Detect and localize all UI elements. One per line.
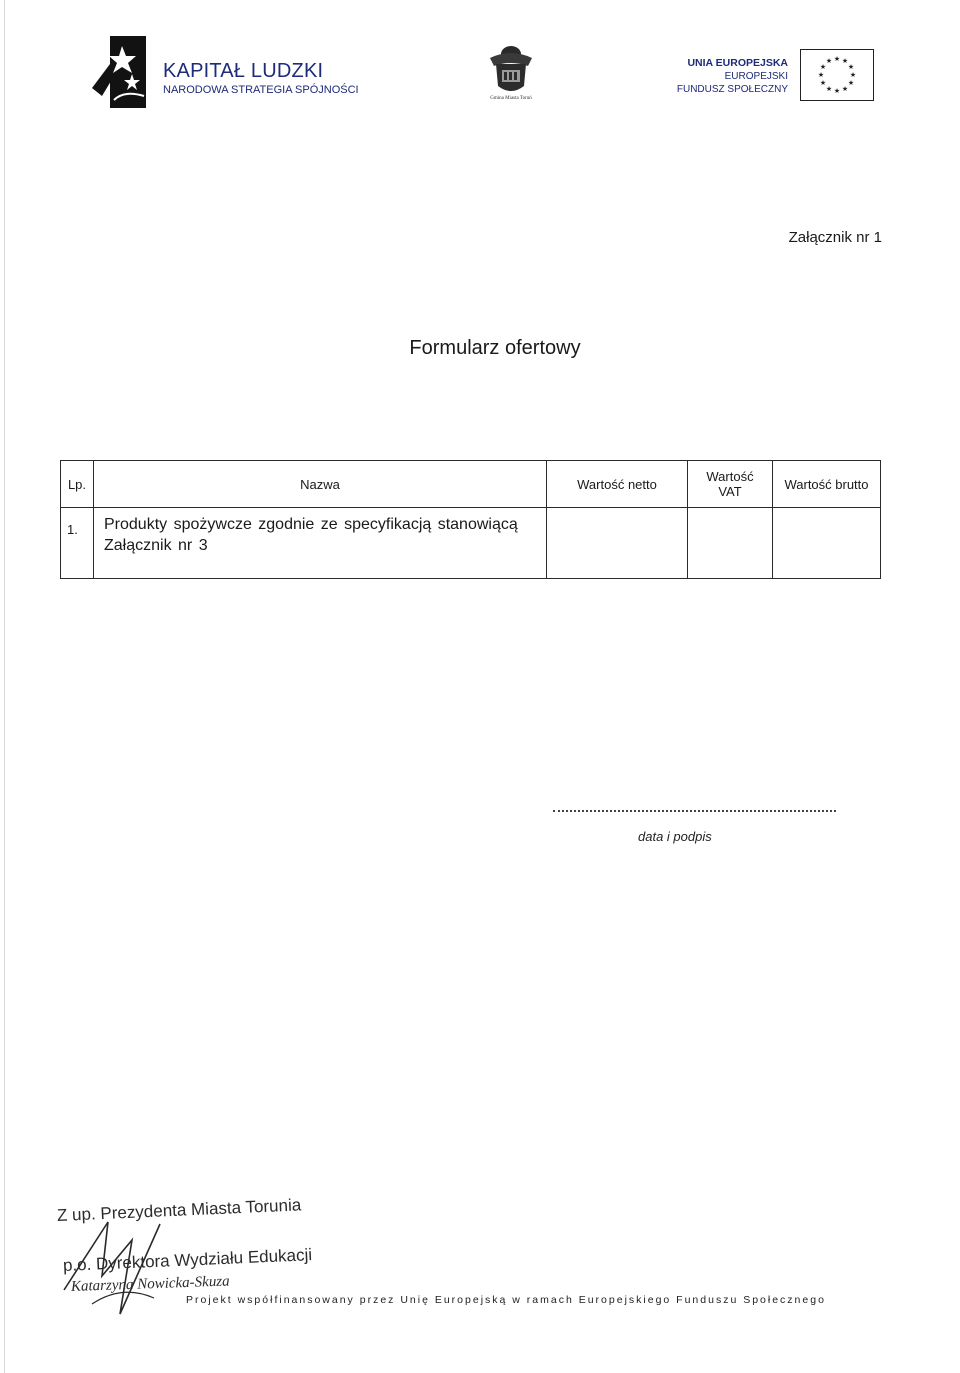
row-lp: 1.: [61, 508, 94, 579]
svg-text:★: ★: [841, 57, 849, 65]
row-name: [94, 508, 547, 579]
svg-text:★: ★: [847, 79, 855, 87]
annex-label: Załącznik nr 1: [788, 229, 882, 246]
eu-fund-label: [677, 57, 788, 96]
kapital-ludzki-subtitle: NARODOWA STRATEGIA SPÓJNOŚCI: [163, 84, 359, 96]
eu-line-3: FUNDUSZ SPOŁECZNY: [676, 84, 788, 95]
svg-text:★: ★: [819, 63, 827, 71]
scan-edge: [4, 0, 5, 1373]
header-lp: Lp.: [61, 461, 94, 508]
stamp-line-1: Z up. Prezydenta Miasta Torunia: [56, 1195, 302, 1225]
header-vat-line1: Wartość: [706, 469, 754, 484]
city-crest-icon: [478, 44, 544, 96]
svg-text:★: ★: [819, 79, 827, 87]
header-brutto: Wartość brutto: [773, 461, 881, 508]
svg-text:★: ★: [833, 55, 841, 63]
row-name-line2: Załącznik nr 3: [104, 537, 208, 554]
eu-line-2: EUROPEJSKI: [724, 71, 788, 82]
eu-flag-icon: [800, 49, 874, 101]
svg-text:★: ★: [849, 71, 857, 79]
crest-caption: Gmina Miasta Toruń: [490, 96, 532, 101]
header-netto: Wartość netto: [547, 461, 688, 508]
signature-line: [553, 802, 836, 812]
offer-table: [60, 460, 881, 579]
row-brutto: [773, 508, 881, 579]
signature-label: data i podpis: [638, 829, 712, 844]
svg-text:★: ★: [847, 63, 855, 71]
stamp-line-3: Katarzyna Nowicka-Skuza: [70, 1273, 230, 1295]
stamp-line-2: p.o. Dyrektora Wydziału Edukacji: [62, 1245, 313, 1275]
handwritten-signature-icon: [62, 1218, 222, 1328]
footer-text: Projekt współfinansowany przez Unię Europejską w ramach Europejskiego Funduszu Społecznego: [186, 1294, 826, 1306]
table-row: [61, 508, 881, 579]
row-name-line1: Produkty spożywcze zgodnie ze specyfikacją stanowiącą: [104, 516, 518, 533]
header-name: Nazwa: [94, 461, 547, 508]
form-title: Formularz ofertowy: [409, 337, 581, 359]
header-vat: [688, 461, 773, 508]
kapital-ludzki-logo-icon: [92, 36, 148, 108]
svg-text:★: ★: [841, 85, 849, 93]
row-netto: [547, 508, 688, 579]
eu-line-1: UNIA EUROPEJSKA: [687, 57, 788, 69]
svg-text:★: ★: [817, 71, 825, 79]
table-header-row: [61, 461, 881, 508]
kapital-ludzki-title: KAPITAŁ LUDZKI: [163, 60, 324, 82]
svg-text:★: ★: [833, 87, 841, 95]
svg-text:★: ★: [825, 85, 833, 93]
row-vat: [688, 508, 773, 579]
header-vat-line2: VAT: [718, 484, 742, 499]
svg-text:★: ★: [825, 57, 833, 65]
